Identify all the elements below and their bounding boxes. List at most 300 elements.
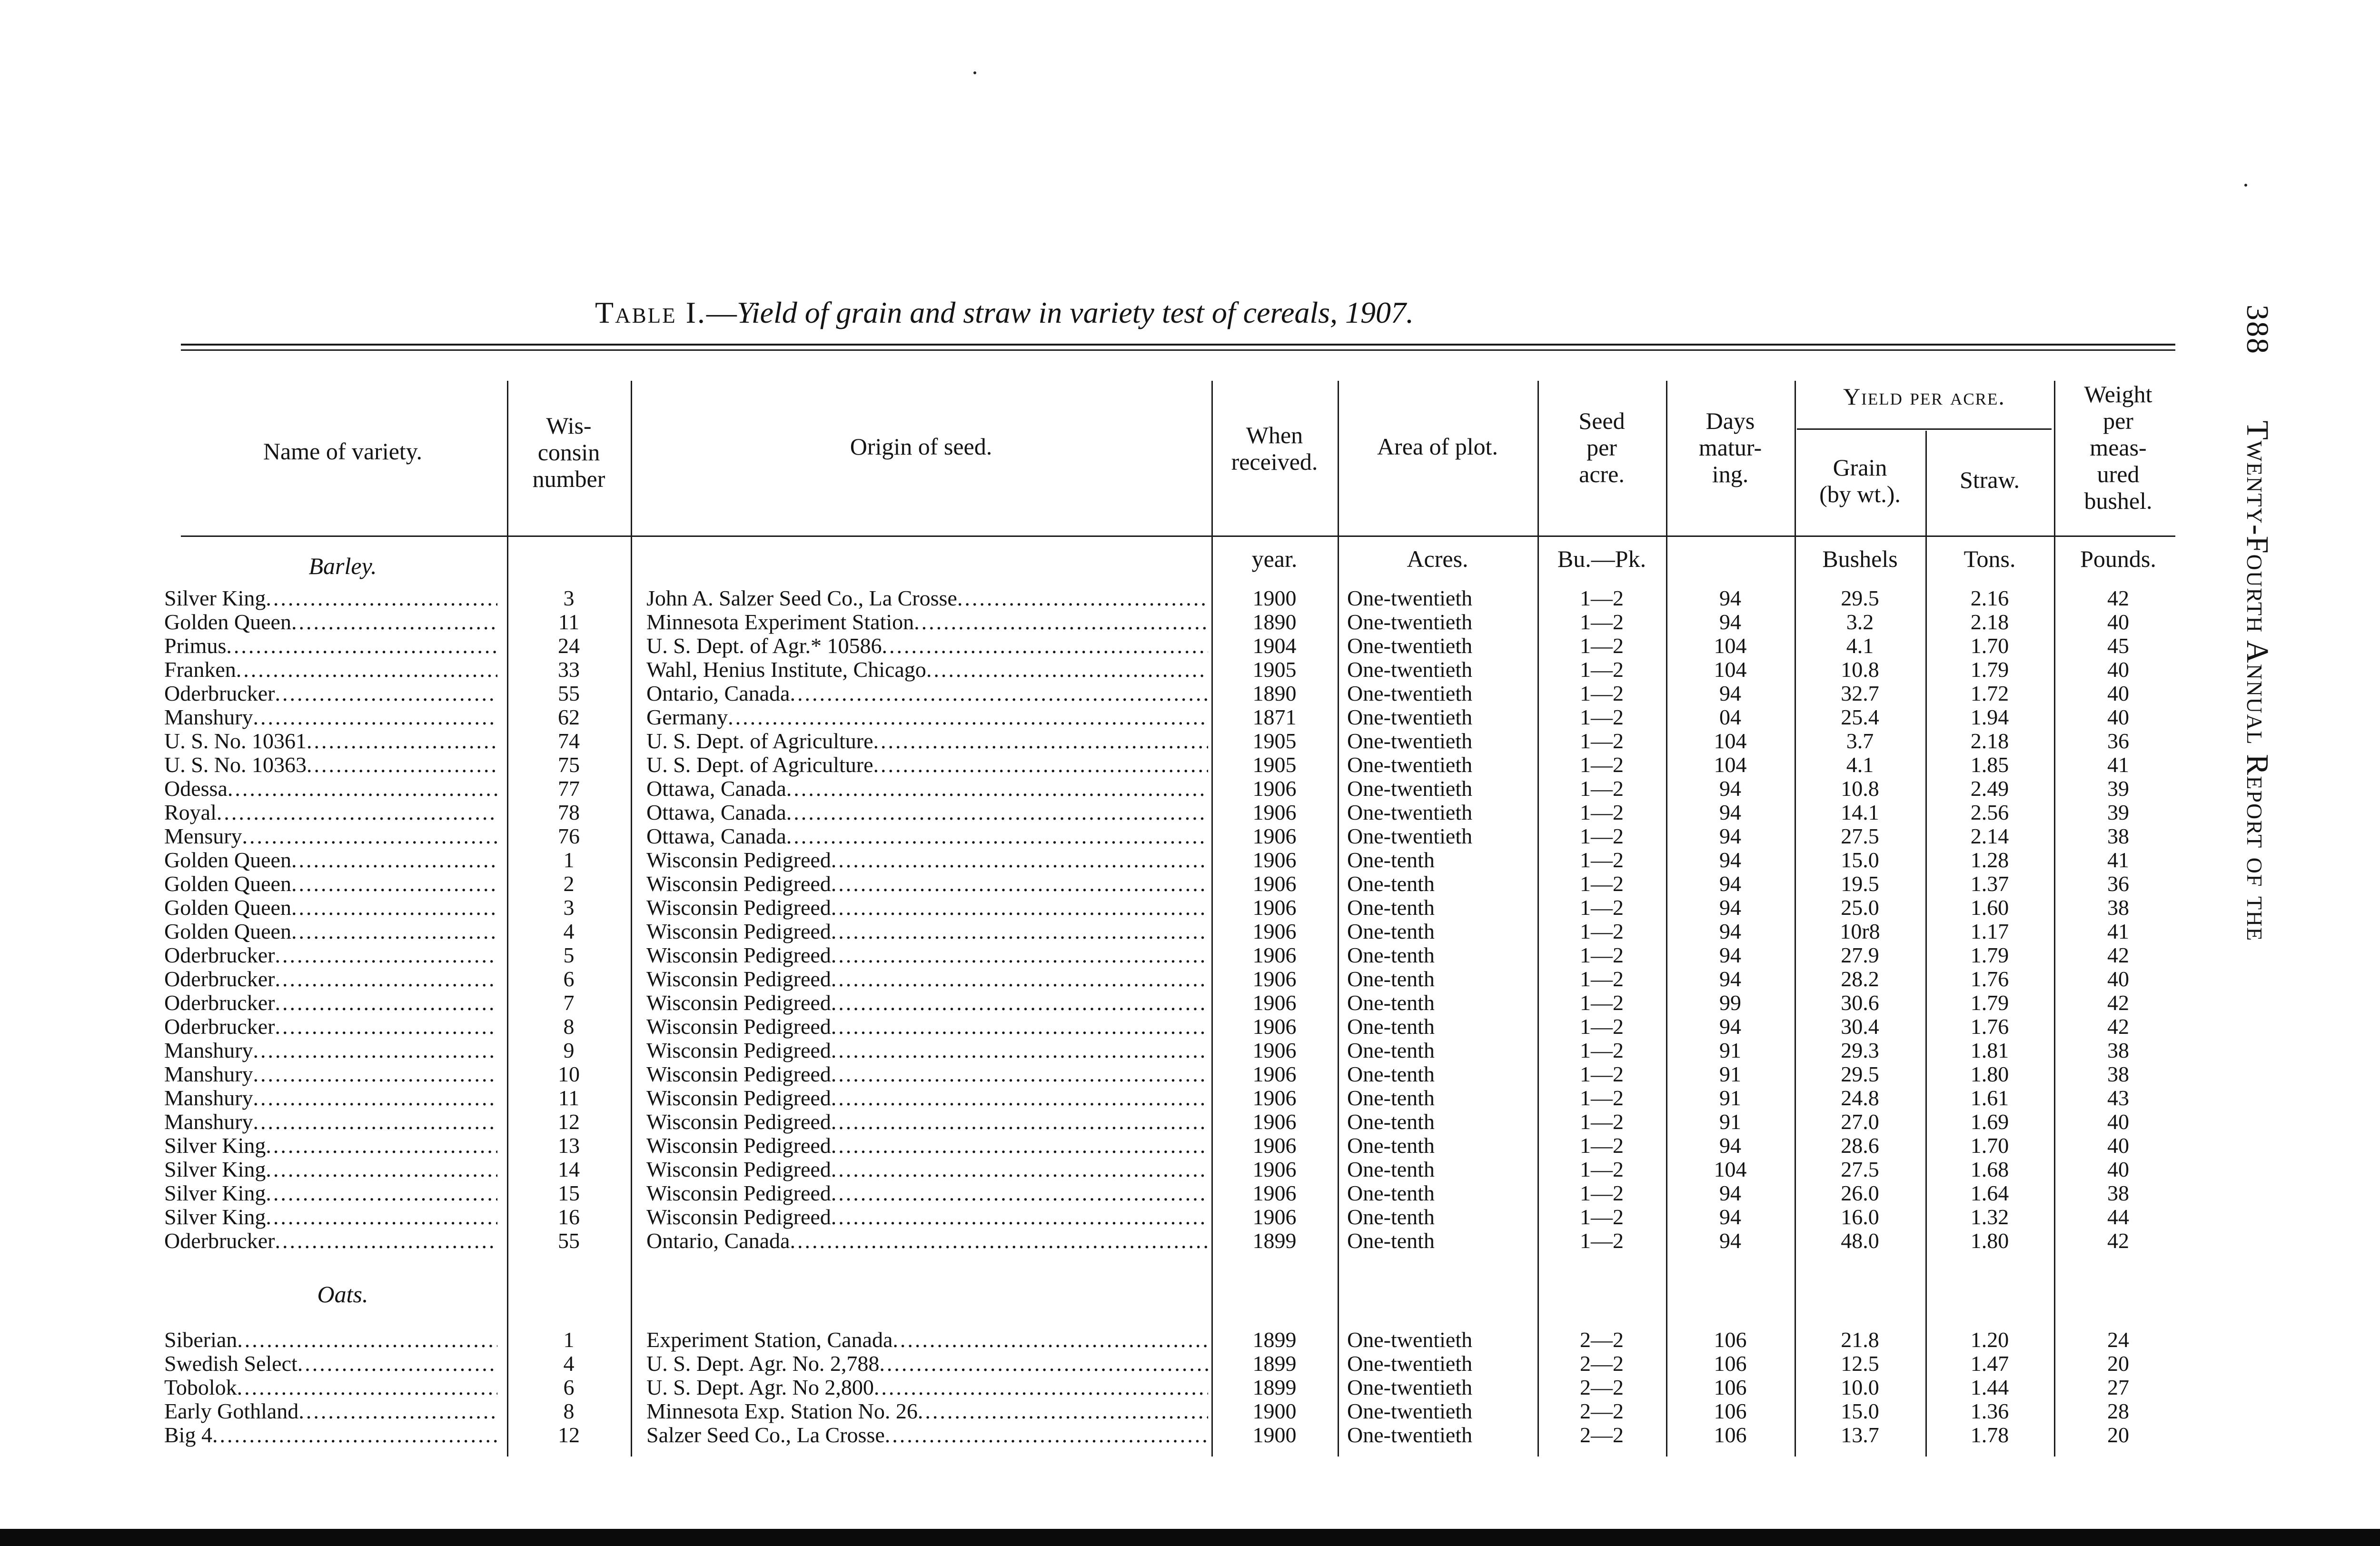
cell-area: One-tenth xyxy=(1347,1110,1435,1134)
cell-text: Wisconsin Pedigreed xyxy=(646,1039,831,1062)
table-row xyxy=(0,777,2199,801)
table-row xyxy=(0,753,2199,777)
cell-seed: 1—2 xyxy=(1580,586,1624,610)
cell-weight: 40 xyxy=(2107,658,2129,682)
cell-num: 13 xyxy=(558,1134,580,1158)
cell-straw: 1.20 xyxy=(1970,1328,2009,1352)
leader-dots xyxy=(831,1158,1208,1181)
cell-days: 104 xyxy=(1714,753,1747,777)
leader-dots xyxy=(253,1110,497,1134)
cell-year: 1900 xyxy=(1252,1423,1297,1447)
cell-straw: 1.69 xyxy=(1970,1110,2009,1134)
cell-num: 33 xyxy=(558,658,580,682)
cell-text: U. S. Dept. of Agriculture xyxy=(646,729,873,753)
cell-year: 1906 xyxy=(1252,1134,1297,1158)
table-row xyxy=(0,801,2199,824)
cell-days: 104 xyxy=(1714,729,1747,753)
cell-text: Wisconsin Pedigreed xyxy=(646,967,831,991)
table-row xyxy=(0,1086,2199,1110)
cell-num: 4 xyxy=(563,1352,575,1376)
cell-grain: 25.0 xyxy=(1841,896,1879,920)
cell-origin xyxy=(646,777,1208,801)
table-label: Table I. xyxy=(595,296,706,329)
cell-area: One-twentieth xyxy=(1347,658,1473,682)
header-when-received xyxy=(1214,422,1335,475)
cell-num: 77 xyxy=(558,777,580,801)
cell-area: One-tenth xyxy=(1347,872,1435,896)
cell-seed: 1—2 xyxy=(1580,824,1624,848)
table-row xyxy=(0,1039,2199,1062)
table-row xyxy=(0,634,2199,658)
header-line: acre. xyxy=(1579,461,1625,487)
cell-area: One-twentieth xyxy=(1347,682,1473,705)
cell-year: 1890 xyxy=(1252,610,1297,634)
leader-dots xyxy=(786,777,1208,801)
cell-grain: 28.6 xyxy=(1841,1134,1879,1158)
cell-straw: 1.64 xyxy=(1970,1181,2009,1205)
cell-area: One-twentieth xyxy=(1347,634,1473,658)
cell-name xyxy=(164,1158,497,1181)
cell-text: Siberian xyxy=(164,1328,238,1352)
cell-origin xyxy=(646,634,1208,658)
table-row xyxy=(0,705,2199,729)
cell-days: 94 xyxy=(1719,872,1741,896)
cell-year: 1906 xyxy=(1252,1015,1297,1039)
cell-text: U. S. Dept. Agr. No. 2,788 xyxy=(646,1352,880,1376)
cell-weight: 40 xyxy=(2107,705,2129,729)
cell-origin xyxy=(646,1062,1208,1086)
cell-grain: 27.9 xyxy=(1841,943,1879,967)
cell-text: John A. Salzer Seed Co., La Crosse xyxy=(646,586,957,610)
cell-area: One-tenth xyxy=(1347,1158,1435,1181)
cell-weight: 42 xyxy=(2107,1229,2129,1253)
cell-text: Wisconsin Pedigreed xyxy=(646,1205,831,1229)
yield-group-rule xyxy=(1797,428,2052,430)
cell-name xyxy=(164,1399,497,1423)
title-rule-lower xyxy=(181,349,2175,351)
cell-area: One-tenth xyxy=(1347,848,1435,872)
cell-days: 94 xyxy=(1719,1134,1741,1158)
title-dash: — xyxy=(706,296,737,329)
leader-dots xyxy=(873,753,1208,777)
table-row xyxy=(0,872,2199,896)
cell-grain: 3.7 xyxy=(1846,729,1874,753)
cell-text: Golden Queen xyxy=(164,610,291,634)
cell-seed: 1—2 xyxy=(1580,610,1624,634)
cell-num: 1 xyxy=(563,1328,575,1352)
cell-seed: 1—2 xyxy=(1580,1015,1624,1039)
cell-days: 94 xyxy=(1719,848,1741,872)
cell-text: Wisconsin Pedigreed xyxy=(646,1110,831,1134)
cell-text: Experiment Station, Canada xyxy=(646,1328,893,1352)
leader-dots xyxy=(882,634,1209,658)
cell-grain: 30.4 xyxy=(1841,1015,1879,1039)
cell-name xyxy=(164,753,497,777)
cell-num: 10 xyxy=(558,1062,580,1086)
cell-days: 94 xyxy=(1719,777,1741,801)
cell-num: 6 xyxy=(563,1376,575,1399)
header-seed xyxy=(1540,407,1664,487)
leader-dots xyxy=(874,1376,1208,1399)
cell-origin xyxy=(646,920,1208,943)
cell-days: 91 xyxy=(1719,1039,1741,1062)
header-line: Seed xyxy=(1578,407,1625,434)
cell-num: 55 xyxy=(558,1229,580,1253)
unit-area: Acres. xyxy=(1407,545,1468,572)
cell-grain: 16.0 xyxy=(1841,1205,1879,1229)
cell-year: 1899 xyxy=(1252,1328,1297,1352)
cell-text: Silver King xyxy=(164,1134,266,1158)
cell-weight: 20 xyxy=(2107,1423,2129,1447)
cell-grain: 10r8 xyxy=(1840,920,1880,943)
cell-num: 74 xyxy=(558,729,580,753)
cell-weight: 28 xyxy=(2107,1399,2129,1423)
cell-straw: 1.79 xyxy=(1970,991,2009,1015)
leader-dots xyxy=(266,1181,497,1205)
cell-text: Oderbrucker xyxy=(164,943,275,967)
header-rule xyxy=(181,535,2175,537)
cell-days: 94 xyxy=(1719,1015,1741,1039)
cell-area: One-tenth xyxy=(1347,1039,1435,1062)
cell-text: Wisconsin Pedigreed xyxy=(646,896,831,920)
cell-grain: 4.1 xyxy=(1846,753,1874,777)
cell-text: Ontario, Canada xyxy=(646,682,790,705)
table-row xyxy=(0,1352,2199,1376)
cell-area: One-twentieth xyxy=(1347,1352,1473,1376)
cell-weight: 45 xyxy=(2107,634,2129,658)
table-row xyxy=(0,1134,2199,1158)
cell-straw: 2.14 xyxy=(1970,824,2009,848)
leader-dots xyxy=(926,658,1208,682)
cell-days: 91 xyxy=(1719,1062,1741,1086)
cell-year: 1906 xyxy=(1252,920,1297,943)
cell-weight: 38 xyxy=(2107,1181,2129,1205)
cell-origin xyxy=(646,1399,1208,1423)
cell-text: Ottawa, Canada xyxy=(646,801,786,824)
cell-origin xyxy=(646,1328,1208,1352)
cell-year: 1906 xyxy=(1252,872,1297,896)
leader-dots xyxy=(879,1352,1208,1376)
cell-days: 94 xyxy=(1719,824,1741,848)
cell-weight: 40 xyxy=(2107,682,2129,705)
cell-days: 106 xyxy=(1714,1399,1747,1423)
header-line: ured xyxy=(2097,461,2140,487)
cell-seed: 1—2 xyxy=(1580,848,1624,872)
cell-year: 1905 xyxy=(1252,729,1297,753)
header-yield-group: Yield per acre. xyxy=(1843,383,2005,410)
cell-seed: 2—2 xyxy=(1580,1352,1624,1376)
cell-name xyxy=(164,1086,497,1110)
cell-text: Oderbrucker xyxy=(164,1015,275,1039)
leader-dots xyxy=(291,848,497,872)
cell-area: One-tenth xyxy=(1347,1181,1435,1205)
cell-name xyxy=(164,658,497,682)
cell-text: Manshury xyxy=(164,1039,253,1062)
leader-dots xyxy=(291,610,497,634)
cell-seed: 2—2 xyxy=(1580,1399,1624,1423)
cell-year: 1906 xyxy=(1252,1181,1297,1205)
cell-weight: 40 xyxy=(2107,1110,2129,1134)
table-row xyxy=(0,658,2199,682)
header-line: When xyxy=(1246,422,1303,448)
cell-num: 75 xyxy=(558,753,580,777)
cell-num: 2 xyxy=(563,872,575,896)
cell-days: 04 xyxy=(1719,705,1741,729)
cell-origin xyxy=(646,729,1208,753)
leader-dots xyxy=(298,1352,497,1376)
cell-year: 1906 xyxy=(1252,777,1297,801)
cell-year: 1906 xyxy=(1252,1086,1297,1110)
cell-seed: 1—2 xyxy=(1580,682,1624,705)
cell-text: Silver King xyxy=(164,1205,266,1229)
cell-area: One-twentieth xyxy=(1347,610,1473,634)
cell-num: 3 xyxy=(563,586,575,610)
cell-weight: 24 xyxy=(2107,1328,2129,1352)
cell-seed: 1—2 xyxy=(1580,991,1624,1015)
cell-year: 1906 xyxy=(1252,1062,1297,1086)
cell-straw: 1.61 xyxy=(1970,1086,2009,1110)
cell-seed: 1—2 xyxy=(1580,1229,1624,1253)
leader-dots xyxy=(237,1376,497,1399)
cell-weight: 40 xyxy=(2107,1134,2129,1158)
cell-text: Franken xyxy=(164,658,236,682)
cell-straw: 1.79 xyxy=(1970,943,2009,967)
cell-days: 106 xyxy=(1714,1352,1747,1376)
cell-text: Oderbrucker xyxy=(164,991,275,1015)
leader-dots xyxy=(873,729,1208,753)
cell-straw: 1.80 xyxy=(1970,1229,2009,1253)
cell-num: 12 xyxy=(558,1423,580,1447)
cell-text: Primus xyxy=(164,634,227,658)
cell-text: Germany xyxy=(646,705,728,729)
header-line: consin xyxy=(537,439,600,466)
cell-year: 1906 xyxy=(1252,848,1297,872)
cell-year: 1906 xyxy=(1252,991,1297,1015)
cell-days: 91 xyxy=(1719,1086,1741,1110)
cell-name xyxy=(164,872,497,896)
cell-grain: 28.2 xyxy=(1841,967,1879,991)
cell-name xyxy=(164,1328,497,1352)
cell-area: One-tenth xyxy=(1347,943,1435,967)
cell-text: U. S. Dept. of Agriculture xyxy=(646,753,873,777)
cell-seed: 1—2 xyxy=(1580,1086,1624,1110)
cell-grain: 4.1 xyxy=(1846,634,1874,658)
cell-name xyxy=(164,1110,497,1134)
cell-name xyxy=(164,848,497,872)
cell-area: One-tenth xyxy=(1347,991,1435,1015)
table-row xyxy=(0,1158,2199,1181)
cell-name xyxy=(164,967,497,991)
cell-name xyxy=(164,1352,497,1376)
cell-weight: 41 xyxy=(2107,920,2129,943)
leader-dots xyxy=(831,991,1208,1015)
cell-grain: 21.8 xyxy=(1841,1328,1879,1352)
table-row xyxy=(0,943,2199,967)
cell-straw: 1.76 xyxy=(1970,1015,2009,1039)
cell-year: 1900 xyxy=(1252,586,1297,610)
leader-dots xyxy=(291,920,497,943)
leader-dots xyxy=(275,967,497,991)
cell-straw: 2.18 xyxy=(1970,610,2009,634)
cell-num: 76 xyxy=(558,824,580,848)
cell-straw: 2.16 xyxy=(1970,586,2009,610)
header-line: ing. xyxy=(1712,461,1749,487)
cell-origin xyxy=(646,896,1208,920)
cell-grain: 15.0 xyxy=(1841,848,1879,872)
cell-year: 1899 xyxy=(1252,1352,1297,1376)
cell-straw: 2.49 xyxy=(1970,777,2009,801)
cell-area: One-tenth xyxy=(1347,1062,1435,1086)
cell-name xyxy=(164,1181,497,1205)
cell-weight: 41 xyxy=(2107,848,2129,872)
cell-text: Ottawa, Canada xyxy=(646,777,786,801)
leader-dots xyxy=(307,753,497,777)
leader-dots xyxy=(831,1205,1208,1229)
table-row xyxy=(0,1205,2199,1229)
cell-seed: 1—2 xyxy=(1580,658,1624,682)
cell-straw: 1.78 xyxy=(1970,1423,2009,1447)
cell-name xyxy=(164,1205,497,1229)
cell-name xyxy=(164,682,497,705)
cell-num: 14 xyxy=(558,1158,580,1181)
cell-grain: 26.0 xyxy=(1841,1181,1879,1205)
cell-year: 1900 xyxy=(1252,1399,1297,1423)
leader-dots xyxy=(831,1062,1208,1086)
cell-text: Mensury xyxy=(164,824,242,848)
cell-weight: 36 xyxy=(2107,729,2129,753)
cell-text: U. S. No. 10363 xyxy=(164,753,307,777)
cell-text: Oderbrucker xyxy=(164,967,275,991)
cell-weight: 39 xyxy=(2107,801,2129,824)
leader-dots xyxy=(291,872,497,896)
header-days xyxy=(1668,407,1792,487)
cell-text: U. S. No. 10361 xyxy=(164,729,307,753)
cell-num: 4 xyxy=(563,920,575,943)
cell-area: One-twentieth xyxy=(1347,824,1473,848)
cell-area: One-twentieth xyxy=(1347,753,1473,777)
cell-seed: 1—2 xyxy=(1580,729,1624,753)
cell-days: 94 xyxy=(1719,682,1741,705)
cell-origin xyxy=(646,1181,1208,1205)
cell-grain: 14.1 xyxy=(1841,801,1879,824)
leader-dots xyxy=(831,943,1208,967)
cell-straw: 1.68 xyxy=(1970,1158,2009,1181)
cell-text: Wisconsin Pedigreed xyxy=(646,943,831,967)
cell-weight: 36 xyxy=(2107,872,2129,896)
leader-dots xyxy=(831,920,1208,943)
cell-days: 104 xyxy=(1714,658,1747,682)
cell-name xyxy=(164,1134,497,1158)
leader-dots xyxy=(242,824,497,848)
cell-name xyxy=(164,705,497,729)
cell-seed: 1—2 xyxy=(1580,896,1624,920)
cell-days: 94 xyxy=(1719,1181,1741,1205)
leader-dots xyxy=(831,848,1208,872)
table-row xyxy=(0,991,2199,1015)
cell-grain: 19.5 xyxy=(1841,872,1879,896)
leader-dots xyxy=(831,896,1208,920)
leader-dots xyxy=(790,1229,1208,1253)
leader-dots xyxy=(298,1399,497,1423)
header-line: per xyxy=(2103,407,2133,434)
cell-year: 1906 xyxy=(1252,1205,1297,1229)
leader-dots xyxy=(237,1328,497,1352)
cell-origin xyxy=(646,586,1208,610)
cell-year: 1904 xyxy=(1252,634,1297,658)
cell-year: 1906 xyxy=(1252,801,1297,824)
cell-days: 94 xyxy=(1719,896,1741,920)
cell-area: One-twentieth xyxy=(1347,729,1473,753)
cell-days: 94 xyxy=(1719,586,1741,610)
cell-weight: 40 xyxy=(2107,610,2129,634)
cell-straw: 1.36 xyxy=(1970,1399,2009,1423)
cell-num: 15 xyxy=(558,1181,580,1205)
cell-name xyxy=(164,777,497,801)
cell-area: One-tenth xyxy=(1347,896,1435,920)
table-row xyxy=(0,610,2199,634)
cell-name xyxy=(164,991,497,1015)
cell-seed: 1—2 xyxy=(1580,1205,1624,1229)
cell-origin xyxy=(646,753,1208,777)
cell-year: 1906 xyxy=(1252,824,1297,848)
cell-weight: 38 xyxy=(2107,824,2129,848)
scan-speck xyxy=(2244,184,2247,187)
cell-weight: 20 xyxy=(2107,1352,2129,1376)
cell-origin xyxy=(646,610,1208,634)
cell-num: 8 xyxy=(563,1015,575,1039)
cell-straw: 1.17 xyxy=(1970,920,2009,943)
cell-days: 94 xyxy=(1719,1229,1741,1253)
cell-grain: 10.0 xyxy=(1841,1376,1879,1399)
table-row xyxy=(0,1015,2199,1039)
cell-origin xyxy=(646,1376,1208,1399)
table-row xyxy=(0,896,2199,920)
cell-straw: 1.70 xyxy=(1970,634,2009,658)
unit-weight: Pounds. xyxy=(2080,545,2156,572)
cell-origin xyxy=(646,658,1208,682)
cell-seed: 1—2 xyxy=(1580,705,1624,729)
leader-dots xyxy=(253,1086,497,1110)
cell-text: Oderbrucker xyxy=(164,682,275,705)
table-row xyxy=(0,920,2199,943)
scan-border-bottom xyxy=(0,1529,2380,1546)
cell-num: 55 xyxy=(558,682,580,705)
leader-dots xyxy=(892,1328,1208,1352)
cell-name xyxy=(164,920,497,943)
cell-grain: 24.8 xyxy=(1841,1086,1879,1110)
cell-seed: 2—2 xyxy=(1580,1328,1624,1352)
cell-text: Golden Queen xyxy=(164,872,291,896)
cell-weight: 40 xyxy=(2107,1158,2129,1181)
leader-dots xyxy=(831,1110,1208,1134)
cell-weight: 38 xyxy=(2107,896,2129,920)
leader-dots xyxy=(831,967,1208,991)
cell-area: One-twentieth xyxy=(1347,801,1473,824)
cell-straw: 1.72 xyxy=(1970,682,2009,705)
cell-weight: 43 xyxy=(2107,1086,2129,1110)
cell-straw: 1.37 xyxy=(1970,872,2009,896)
header-wisconsin-number xyxy=(509,412,628,492)
cell-seed: 1—2 xyxy=(1580,1110,1624,1134)
leader-dots xyxy=(831,1086,1208,1110)
cell-num: 16 xyxy=(558,1205,580,1229)
cell-days: 106 xyxy=(1714,1376,1747,1399)
cell-area: One-tenth xyxy=(1347,1229,1435,1253)
cell-days: 104 xyxy=(1714,1158,1747,1181)
cell-straw: 1.44 xyxy=(1970,1376,2009,1399)
cell-num: 11 xyxy=(558,610,580,634)
cell-weight: 42 xyxy=(2107,586,2129,610)
